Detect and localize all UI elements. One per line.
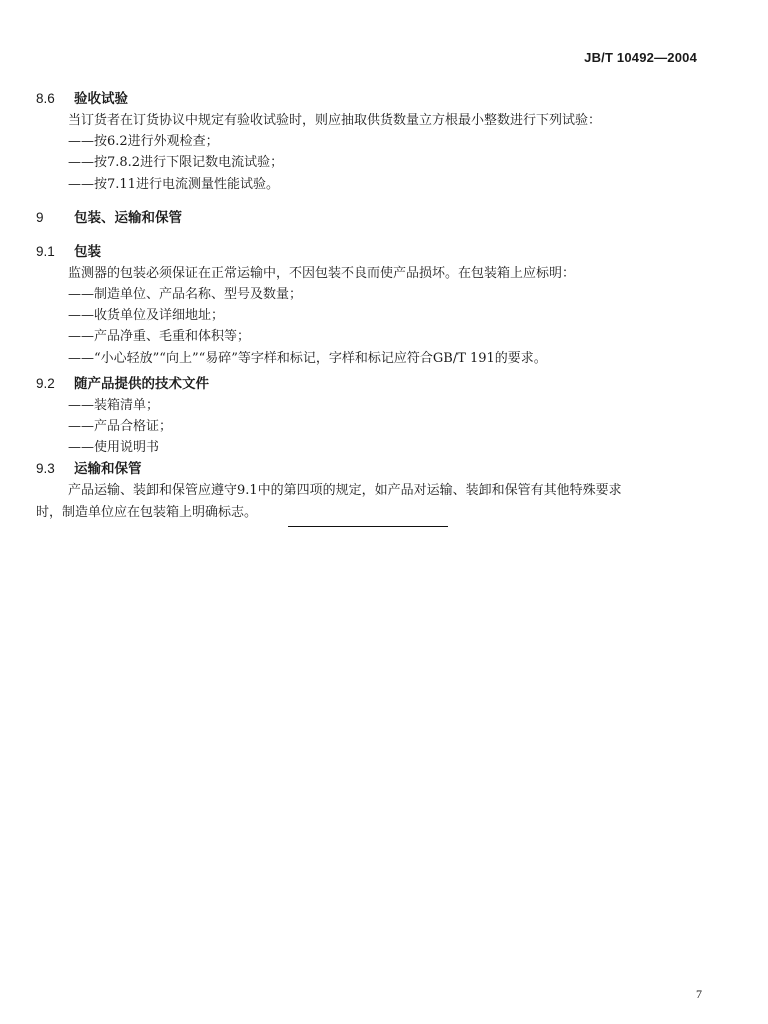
list-item: ——按7.11进行电流测量性能试验。 bbox=[68, 176, 279, 192]
list-item: ——“小心轻放”“向上”“易碎”等字样和标记，字样和标记应符合GB/T 191的要求。 bbox=[68, 350, 547, 366]
section-title: 运输和保管 bbox=[74, 461, 142, 478]
paragraph-line: 时，制造单位应在包装箱上明确标志。 bbox=[36, 505, 258, 521]
list-item: ——制造单位、产品名称、型号及数量； bbox=[68, 287, 303, 303]
list-item: ——收货单位及详细地址； bbox=[68, 308, 225, 324]
section-number: 9.1 bbox=[36, 243, 55, 259]
list-item: ——产品净重、毛重和体积等； bbox=[68, 329, 251, 345]
section-9-3-heading bbox=[36, 458, 716, 480]
section-9-1-heading bbox=[36, 241, 716, 263]
section-title: 随产品提供的技术文件 bbox=[74, 375, 209, 392]
end-rule bbox=[288, 526, 448, 527]
paragraph-line: 产品运输、装卸和保管应遵守9.1中的第四项的规定，如产品对运输、装卸和保管有其他特殊要求 bbox=[68, 483, 622, 499]
section-9-2-heading bbox=[36, 373, 716, 395]
section-title: 包装 bbox=[74, 243, 101, 260]
section-number: 9.3 bbox=[36, 461, 55, 477]
section-number: 9 bbox=[36, 209, 44, 225]
list-item: ——按6.2进行外观检查； bbox=[68, 134, 219, 150]
section-line: 监测器的包装必须保证在正常运输中，不因包装不良而使产品损坏。在包装箱上应标明： bbox=[68, 265, 576, 281]
document-body bbox=[36, 88, 716, 524]
section-number: 8.6 bbox=[36, 91, 55, 106]
page-number: 7 bbox=[696, 987, 702, 1001]
list-item: ——按7.8.2进行下限记数电流试验； bbox=[68, 155, 284, 171]
section-title: 验收试验 bbox=[74, 91, 128, 107]
list-item: ——产品合格证； bbox=[68, 419, 173, 435]
section-9-heading bbox=[36, 207, 716, 229]
standard-code: JB/T 10492—2004 bbox=[584, 50, 697, 65]
section-8-6-heading bbox=[36, 88, 716, 110]
section-number: 9.2 bbox=[36, 375, 55, 391]
list-item: ——装箱清单； bbox=[68, 397, 160, 413]
section-line: 当订货者在订货协议中规定有验收试验时，则应抽取供货数量立方根最小整数进行下列试验： bbox=[68, 113, 602, 128]
section-paragraph bbox=[36, 480, 716, 524]
section-title: 包装、运输和保管 bbox=[74, 209, 182, 226]
list-item: ——使用说明书 bbox=[68, 440, 160, 456]
